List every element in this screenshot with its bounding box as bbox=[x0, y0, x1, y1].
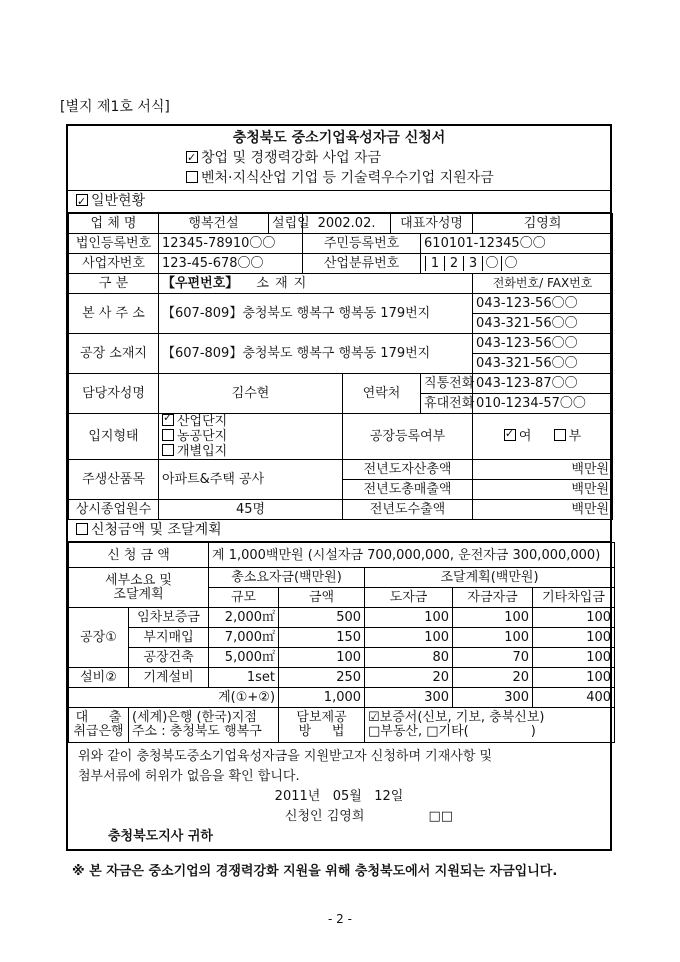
addressee: 충청북도지사 귀하 bbox=[108, 829, 213, 844]
seal-mark: □□ bbox=[428, 809, 454, 824]
unit-export[interactable]: 백만원 bbox=[473, 500, 613, 520]
value-manager[interactable]: 김수현 bbox=[159, 374, 343, 414]
checkbox-icon[interactable] bbox=[76, 523, 88, 535]
group-factory: 공장① bbox=[69, 608, 129, 668]
label-request: 신 청 금 액 bbox=[69, 543, 209, 568]
industry-cell: 3 bbox=[463, 256, 482, 271]
checkbox-icon[interactable] bbox=[504, 429, 516, 441]
row-scale[interactable]: 1set bbox=[209, 668, 279, 688]
signature-line bbox=[78, 807, 600, 827]
row-amount[interactable]: 100 bbox=[279, 648, 365, 668]
value-ceo[interactable]: 김영희 bbox=[473, 214, 613, 234]
location-individual[interactable] bbox=[162, 444, 339, 459]
value-product[interactable]: 아파트&주택 공사 bbox=[159, 460, 343, 500]
row-amount[interactable]: 250 bbox=[279, 668, 365, 688]
value-industry[interactable] bbox=[421, 254, 613, 274]
value-factory-tel[interactable]: 043-123-56〇〇 bbox=[473, 334, 613, 354]
row-self[interactable]: 20 bbox=[453, 668, 533, 688]
checkbox-icon[interactable] bbox=[76, 194, 88, 206]
label-industry: 산업분류번호 bbox=[303, 254, 421, 274]
label-class: 구 분 bbox=[69, 274, 159, 294]
row-amount[interactable]: 500 bbox=[279, 608, 365, 628]
factory-reg-no[interactable] bbox=[536, 429, 582, 444]
table-row bbox=[69, 628, 615, 648]
table-row bbox=[69, 608, 615, 628]
section-general bbox=[68, 191, 610, 213]
option-label: 벤처·지식산업 기업 등 기술력우수기업 지원자금 bbox=[201, 170, 494, 186]
bank-label-line: 대 출 bbox=[75, 710, 122, 725]
row-self[interactable]: 100 bbox=[453, 628, 533, 648]
label-employees: 상시종업원수 bbox=[69, 500, 159, 520]
collateral-label-line: 방 법 bbox=[298, 724, 345, 739]
label-phone-fax: 전화번호/ FAX번호 bbox=[473, 274, 613, 294]
value-corp-no[interactable]: 12345-78910〇〇 bbox=[159, 234, 303, 254]
option-venture[interactable] bbox=[68, 168, 610, 188]
checkbox-icon[interactable] bbox=[162, 429, 174, 441]
row-scale[interactable]: 7,000㎡ bbox=[209, 628, 279, 648]
total-label: 계(①+②) bbox=[69, 688, 279, 708]
checkbox-icon[interactable] bbox=[162, 414, 174, 426]
checkbox-icon[interactable] bbox=[554, 429, 566, 441]
label-hq: 본 사 주 소 bbox=[69, 294, 159, 334]
value-biz-no[interactable]: 123-45-678〇〇 bbox=[159, 254, 303, 274]
collateral-label-line: 담보제공 bbox=[296, 710, 347, 725]
location-industrial[interactable] bbox=[162, 414, 339, 429]
row-province[interactable]: 100 bbox=[365, 608, 453, 628]
value-factory-address[interactable]: 【607-809】충청북도 행복구 행복동 179번지 bbox=[159, 334, 473, 374]
factory-reg-yes[interactable] bbox=[504, 429, 532, 444]
label-location: 입지형태 bbox=[69, 414, 159, 460]
row-other[interactable]: 100 bbox=[533, 608, 615, 628]
value-hq-tel[interactable]: 043-123-56〇〇 bbox=[473, 294, 613, 314]
value-request[interactable]: 계 1,000백만원 (시설자금 700,000,000, 운전자금 300,000,000) bbox=[209, 543, 615, 568]
label-factory: 공장 소재지 bbox=[69, 334, 159, 374]
form-title: 충청북도 중소기업육성자금 신청서 bbox=[232, 130, 446, 146]
row-scale[interactable]: 5,000㎡ bbox=[209, 648, 279, 668]
option-label: 창업 및 경쟁력강화 사업 자금 bbox=[201, 150, 382, 166]
head-province: 도자금 bbox=[365, 588, 453, 608]
table-row bbox=[69, 648, 615, 668]
row-province[interactable]: 100 bbox=[365, 628, 453, 648]
label-sales: 전년도총매출액 bbox=[343, 480, 473, 500]
label-corp-no: 법인등록번호 bbox=[69, 234, 159, 254]
total-province[interactable]: 300 bbox=[365, 688, 453, 708]
industry-cell: 1 bbox=[425, 256, 444, 271]
label-manager: 담당자성명 bbox=[69, 374, 159, 414]
row-amount[interactable]: 150 bbox=[279, 628, 365, 648]
form-label: [별지 제1호 서식] bbox=[60, 99, 170, 115]
row-province[interactable]: 20 bbox=[365, 668, 453, 688]
collateral-option[interactable]: □부동산, □기타( ) bbox=[368, 724, 536, 739]
row-item: 부지매입 bbox=[129, 628, 209, 648]
industry-cell: 〇 bbox=[501, 256, 520, 271]
label-mobile: 휴대전화 bbox=[421, 394, 473, 414]
unit-prod-amount[interactable]: 백만원 bbox=[473, 460, 613, 480]
unit-sales[interactable]: 백만원 bbox=[473, 480, 613, 500]
value-mobile[interactable]: 010-1234-57〇〇 bbox=[473, 394, 613, 414]
bank-name: (세계)은행 (한국)지점 bbox=[132, 710, 257, 725]
value-resident-no[interactable]: 610101-12345〇〇 bbox=[421, 234, 613, 254]
row-self[interactable]: 70 bbox=[453, 648, 533, 668]
location-agro[interactable] bbox=[162, 429, 339, 444]
location-options bbox=[159, 414, 343, 460]
value-hq-address[interactable]: 【607-809】충청북도 행복구 행복동 179번지 bbox=[159, 294, 473, 334]
address-label: 소 재 지 bbox=[256, 276, 308, 291]
declaration bbox=[68, 743, 610, 849]
application-form bbox=[66, 124, 612, 851]
row-item: 기계설비 bbox=[129, 668, 209, 688]
total-other[interactable]: 400 bbox=[533, 688, 615, 708]
row-other[interactable]: 100 bbox=[533, 668, 615, 688]
label-biz-no: 사업자번호 bbox=[69, 254, 159, 274]
bank-address: 주소 : 충청북도 행복구 bbox=[132, 724, 262, 739]
head-plan: 조달계획(백만원) bbox=[365, 568, 615, 588]
collateral-option[interactable]: ☑보증서(신보, 기보, 충북신보) bbox=[368, 710, 545, 725]
general-table bbox=[68, 213, 613, 520]
group-equipment: 설비② bbox=[69, 668, 129, 688]
label-founded: 설립일 bbox=[269, 214, 303, 234]
location-label: 개별입지 bbox=[177, 444, 228, 459]
total-row bbox=[69, 688, 615, 708]
value-direct[interactable]: 043-123-87〇〇 bbox=[473, 374, 613, 394]
section-funding bbox=[68, 520, 610, 542]
applicant-name: 신청인 김영희 bbox=[284, 809, 365, 824]
head-amount: 금액 bbox=[279, 588, 365, 608]
declaration-date: 2011년 05월 12일 bbox=[274, 789, 404, 804]
row-item: 공장건축 bbox=[129, 648, 209, 668]
head-required: 총소요자금(백만원) bbox=[209, 568, 365, 588]
industry-cell: 2 bbox=[444, 256, 463, 271]
head-self: 자금자금 bbox=[453, 588, 533, 608]
section-title: 신청금액 및 조달계획 bbox=[91, 522, 222, 538]
value-hq-fax[interactable]: 043-321-56〇〇 bbox=[473, 314, 613, 334]
label-resident-no: 주민등록번호 bbox=[303, 234, 421, 254]
head-scale: 규모 bbox=[209, 588, 279, 608]
row-self[interactable]: 100 bbox=[453, 608, 533, 628]
checkbox-icon[interactable] bbox=[162, 444, 174, 456]
page-number: - 2 - bbox=[328, 912, 352, 926]
row-province[interactable]: 80 bbox=[365, 648, 453, 668]
row-scale[interactable]: 2,000㎡ bbox=[209, 608, 279, 628]
title-block bbox=[68, 126, 610, 191]
row-other[interactable]: 100 bbox=[533, 628, 615, 648]
total-amount[interactable]: 1,000 bbox=[279, 688, 365, 708]
label-factory-reg: 공장등록여부 bbox=[343, 414, 473, 460]
row-other[interactable]: 100 bbox=[533, 648, 615, 668]
value-bank[interactable] bbox=[129, 708, 279, 743]
value-employees[interactable]: 45명 bbox=[159, 500, 343, 520]
label-prod-amount: 전년도자산총액 bbox=[343, 460, 473, 480]
label-bank bbox=[69, 708, 129, 743]
location-label: 농공단지 bbox=[177, 429, 228, 444]
head-detail: 세부소요 및 조달계획 bbox=[69, 568, 209, 608]
head-other: 기타차입금 bbox=[533, 588, 615, 608]
value-collateral[interactable] bbox=[365, 708, 615, 743]
table-row bbox=[69, 668, 615, 688]
label-direct: 직통전화 bbox=[421, 374, 473, 394]
value-company[interactable]: 행복건설 bbox=[159, 214, 269, 234]
declaration-text: 위와 같이 충청북도중소기업육성자금을 지원받고자 신청하며 기재사항 및 bbox=[78, 749, 493, 764]
option-startup[interactable] bbox=[68, 148, 610, 168]
factory-reg-options bbox=[473, 414, 613, 460]
label-product: 주생산품목 bbox=[69, 460, 159, 500]
address-header bbox=[159, 274, 473, 294]
location-label: 산업단지 bbox=[177, 414, 228, 429]
row-item: 임차보증금 bbox=[129, 608, 209, 628]
industry-cell: 〇 bbox=[482, 256, 501, 271]
checkbox-icon[interactable] bbox=[186, 151, 198, 163]
notice: ※ 본 자금은 중소기업의 경쟁력강화 지원을 위해 충청북도에서 지원되는 자금입니다. bbox=[72, 864, 558, 879]
factory-reg-yes-label: 여 bbox=[518, 429, 532, 444]
value-founded[interactable]: 2002.02. bbox=[303, 214, 391, 234]
label-company: 업 체 명 bbox=[69, 214, 159, 234]
label-collateral bbox=[279, 708, 365, 743]
section-title: 일반현황 bbox=[91, 193, 146, 209]
label-ceo: 대표자성명 bbox=[391, 214, 473, 234]
value-factory-fax[interactable]: 043-321-56〇〇 bbox=[473, 354, 613, 374]
checkbox-icon[interactable] bbox=[186, 171, 198, 183]
industry-cells bbox=[425, 256, 520, 271]
funding-table bbox=[68, 542, 615, 743]
total-self[interactable]: 300 bbox=[453, 688, 533, 708]
factory-reg-no-label: 부 bbox=[568, 429, 582, 444]
postal-label: 【우편번호】 bbox=[162, 276, 239, 291]
label-contact: 연락처 bbox=[343, 374, 421, 414]
bank-label-line: 취급은행 bbox=[73, 724, 124, 739]
declaration-text: 첨부서류에 허위가 없음을 확인 합니다. bbox=[78, 769, 300, 784]
label-export: 전년도수출액 bbox=[343, 500, 473, 520]
